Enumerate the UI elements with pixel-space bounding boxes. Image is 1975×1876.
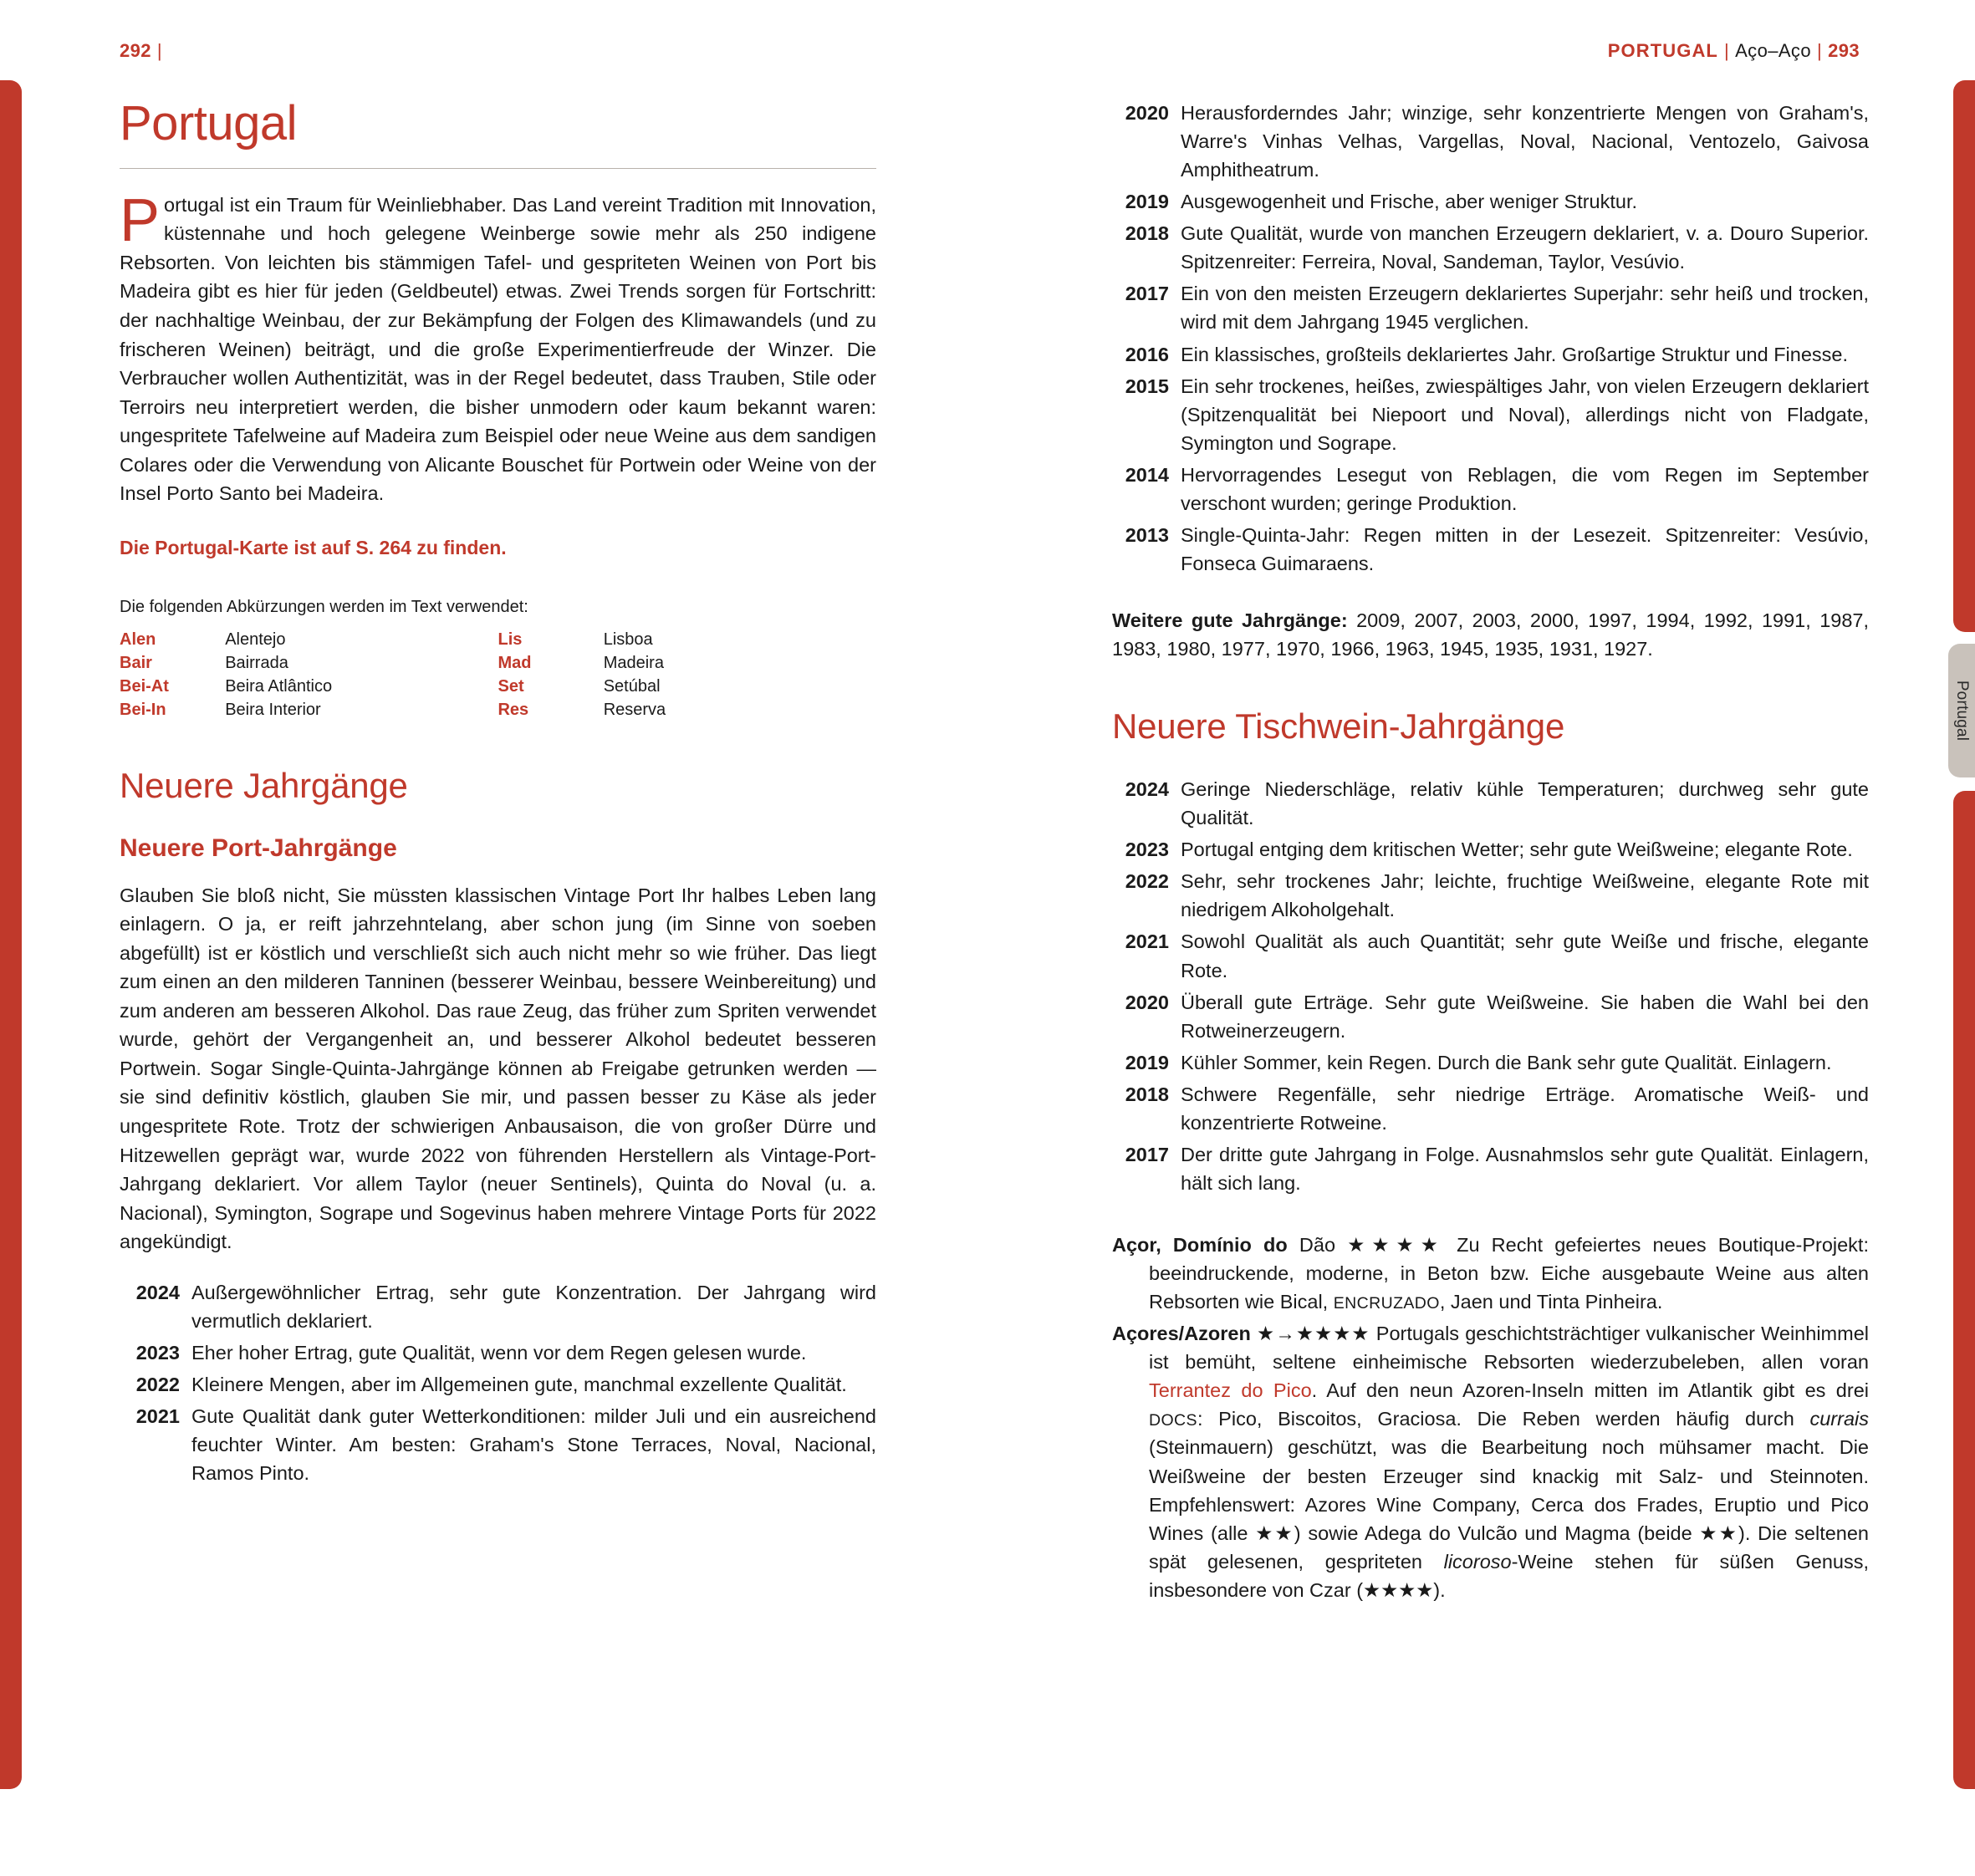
vintage-description: Gute Qualität dank guter Wetterkonditionen: milder Juli und ein ausreichend feuchter Winter. Am besten: Graham's Stone Terraces, Noval, Nacional, Ramos Pinto. xyxy=(191,1404,876,1485)
abbreviations-intro: Die folgenden Abkürzungen werden im Text verwendet: xyxy=(120,597,528,616)
table-row xyxy=(120,675,876,699)
vintage-year: 2019 xyxy=(1125,1051,1169,1073)
list-item xyxy=(120,1338,876,1367)
vintage-year: 2022 xyxy=(1125,870,1169,893)
drop-cap: P xyxy=(120,186,161,254)
port-vintage-list xyxy=(120,1278,876,1487)
abbr-key: Bair xyxy=(120,654,152,673)
vintage-year: 2020 xyxy=(1125,102,1169,124)
list-item xyxy=(1112,99,1869,184)
intro-paragraph: ortugal ist ein Traum für Weinliebhaber. Das Land vereint Tradition mit Innovation, küstennahe und hoch gelegene Weinberge sowie mehr als 250 indigene Rebsorten. Von leichten bis stämmigen Tafel- und gespriteten Weinen von Port bis Madeira gibt es hier für jeden (Geldbeutel) etwas. Zwei Trends sorgen für Fortschritt: der nachhaltige Weinbau, der zur Bekämpfung der Folgen des Klimawandels (und zu frischeren Weinen) beiträgt, und die große Experimentierfreude der Winzer. Die Verbraucher wollen Authentizität, was in der Regel bedeutet, dass Trauben, Stile oder Terroirs neu interpretiert werden, die bisher unmodern oder kaum bekannt waren: ungespritete Tafelweine auf Madeira zum Beispiel oder neue Weine aus dem sandigen Colares oder die Verwendung von Alicante Bouschet für Portwein oder Weine von der Insel Porto Santo bei Madeira. xyxy=(120,193,876,505)
page-edge-tab-right-bottom xyxy=(1953,791,1975,1789)
list-item xyxy=(120,1402,876,1487)
list-item xyxy=(1112,461,1869,517)
producer-name: Açores/Azoren xyxy=(1112,1323,1258,1345)
vintage-description: Der dritte gute Jahrgang in Folge. Ausnahmslos sehr gute Qualität. Einlagern, hält sich lang. xyxy=(1181,1143,1869,1194)
running-head-range: Aço–Aço xyxy=(1735,40,1811,61)
abbr-value: Alentejo xyxy=(225,630,286,650)
abbr-key: Bei-At xyxy=(120,677,169,696)
running-head-section: PORTUGAL xyxy=(1607,40,1718,61)
vintage-description: Schwere Regenfälle, sehr niedrige Erträge. Aromatische Weiß- und konzentrierte Rotweine. xyxy=(1181,1083,1869,1134)
page-number-left: 292 xyxy=(120,40,151,61)
section-thumb-tab-label: Portugal xyxy=(1953,680,1971,742)
abbr-value: Lisboa xyxy=(603,630,653,650)
further-vintages-label: Weitere gute Jahrgänge: xyxy=(1112,609,1348,631)
vintage-description: Ein klassisches, großteils deklariertes Jahr. Großartige Struktur und Finesse. xyxy=(1181,343,1849,365)
map-reference-note: Die Portugal-Karte ist auf S. 264 zu finden. xyxy=(120,536,507,558)
vintage-year: 2021 xyxy=(1125,930,1169,953)
vintage-description: Geringe Niederschläge, relativ kühle Temperaturen; durchweg sehr gute Qualität. xyxy=(1181,778,1869,829)
abbr-value: Madeira xyxy=(603,654,664,673)
list-item xyxy=(1112,279,1869,336)
vintage-year: 2018 xyxy=(1125,1083,1169,1105)
vintage-description: Ein sehr trockenes, heißes, zwiespältiges Jahr, von vielen Erzeugern deklariert (Spitzenqualität bei Niepoort und Noval), allerdings nicht von Fladgate, Symington und Sogrape. xyxy=(1181,375,1869,454)
abbr-value: Beira Interior xyxy=(225,701,321,720)
page-number-right: 293 xyxy=(1828,40,1860,61)
table-row xyxy=(120,699,876,722)
section-heading-table-wine-vintages: Neuere Tischwein-Jahrgänge xyxy=(1112,706,1565,747)
running-head-sep-2: | xyxy=(1816,40,1823,61)
table-row xyxy=(120,629,876,652)
section-heading-vintages: Neuere Jahrgänge xyxy=(120,765,408,805)
list-item xyxy=(120,1370,876,1399)
vintage-year: 2015 xyxy=(1125,375,1169,397)
vintage-year: 2013 xyxy=(1125,523,1169,546)
list-item xyxy=(120,1278,876,1335)
intro-paragraph-block xyxy=(120,186,876,508)
vintage-year: 2014 xyxy=(1125,463,1169,486)
table-wine-vintage-list xyxy=(1112,775,1869,1197)
folio-left-rule: | xyxy=(156,40,163,61)
abbr-value: Bairrada xyxy=(225,654,288,673)
vintage-description: Außergewöhnlicher Ertrag, sehr gute Konzentration. Der Jahrgang wird vermutlich deklariert. xyxy=(191,1281,876,1332)
list-item xyxy=(1112,372,1869,457)
abbr-value: Beira Atlântico xyxy=(225,677,333,696)
abbr-key: Bei-In xyxy=(120,701,166,720)
list-item xyxy=(1112,988,1869,1045)
vintage-year: 2019 xyxy=(1125,191,1169,213)
port-vintage-list-continued xyxy=(1112,99,1869,578)
vintage-description: Single-Quinta-Jahr: Regen mitten in der Lesezeit. Spitzenreiter: Vesúvio, Fonseca Guimaraens. xyxy=(1181,523,1869,574)
title-divider xyxy=(120,168,876,169)
vintage-description: Kleinere Mengen, aber im Allgemeinen gute, manchmal exzellente Qualität. xyxy=(191,1373,847,1395)
producer-entry xyxy=(1112,1319,1869,1604)
abbr-key: Alen xyxy=(120,630,156,650)
abbr-value: Reserva xyxy=(603,701,666,720)
vintage-year: 2024 xyxy=(1125,778,1169,801)
list-item xyxy=(1112,867,1869,924)
list-item xyxy=(1112,521,1869,578)
vintage-description: Ausgewogenheit und Frische, aber weniger Struktur. xyxy=(1181,191,1638,213)
vintage-description: Sowohl Qualität als auch Quantität; sehr gute Weiße und frische, elegante Rote. xyxy=(1181,930,1869,981)
vintage-year: 2017 xyxy=(1125,1143,1169,1165)
vintage-year: 2023 xyxy=(1125,839,1169,861)
abbr-value: Setúbal xyxy=(603,677,661,696)
vintage-year: 2016 xyxy=(1125,343,1169,365)
vintage-description: Eher hoher Ertrag, gute Qualität, wenn vor dem Regen gelesen wurde. xyxy=(191,1341,807,1364)
vintage-description: Sehr, sehr trockenes Jahr; leichte, fruchtige Weißweine, elegante Rote mit niedrigem Alkoholgehalt. xyxy=(1181,870,1869,921)
vintage-year: 2017 xyxy=(1125,283,1169,305)
vintage-year: 2021 xyxy=(135,1404,180,1427)
producer-entry xyxy=(1112,1231,1869,1316)
entry-body: Portugals geschichtsträchtiger vulkanischer Weinhimmel ist bemüht, seltene einheimische Rebsorten wiederzubeleben, allen voran Terrantez do Pico. Auf den neun Azoren-Inseln mitten im Atlantik gibt es drei DOCS: Pico, Biscoitos, Graciosa. Die Reben werden häufig durch currais (Steinmauern) geschützt, was die Bearbeitung noch mühsamer macht. Die Weißweine der besten Erzeuger sind knackig mit Salz- und Steinnoten. Empfehlenswert: Azores Wine Company, Cerca dos Frades, Eruptio und Pico Wines (alle ★★) sowie Adega do Vulcão und Magma (beide ★★). Die seltenen spät gelesenen, gespriteten licoroso-Weine stehen für süßen Genuss, insbesondere von Czar (★★★★). xyxy=(1149,1323,1869,1601)
page-title: Portugal xyxy=(120,96,298,150)
abbr-key: Res xyxy=(498,701,529,720)
page-edge-tab-left xyxy=(0,80,22,1789)
section-thumb-tab xyxy=(1948,644,1975,777)
page-edge-tab-right-top xyxy=(1953,80,1975,632)
vintage-description: Portugal entging dem kritischen Wetter; sehr gute Weißweine; elegante Rote. xyxy=(1181,839,1853,861)
table-row xyxy=(120,652,876,675)
list-item xyxy=(1112,187,1869,216)
producer-name: Açor, Domínio do xyxy=(1112,1234,1299,1256)
column-right xyxy=(1112,99,1869,1608)
vintage-description: Gute Qualität, wurde von manchen Erzeugern deklariert, v. a. Douro Superior. Spitzenreiter: Ferreira, Noval, Sandeman, Taylor, Vesúvio. xyxy=(1181,222,1869,273)
list-item xyxy=(1112,219,1869,276)
abbr-key: Lis xyxy=(498,630,523,650)
abbreviations-body xyxy=(120,629,876,722)
vintage-year: 2023 xyxy=(135,1341,180,1364)
entry-body: Zu Recht gefeiertes neues Boutique-Projekt: beeindruckende, moderne, in Beton bzw. Eiche ausgebaute Weine aus alten Rebsorten wie Bical, ENCRUZADO, Jaen und Tinta Pinheira. xyxy=(1149,1234,1869,1313)
list-item xyxy=(1112,927,1869,984)
producer-entries xyxy=(1112,1231,1869,1604)
abbr-key: Mad xyxy=(498,654,532,673)
vintage-description: Hervorragendes Lesegut von Reblagen, die vom Regen im September verschont wurden; geringe Produktion. xyxy=(1181,463,1869,514)
vintage-year: 2018 xyxy=(1125,222,1169,245)
vintage-description: Herausforderndes Jahr; winzige, sehr konzentrierte Mengen von Graham's, Warre's Vinhas Velhas, Vargellas, Noval, Nacional, Ventozelo, Gaivosa Amphitheatrum. xyxy=(1181,102,1869,181)
list-item xyxy=(1112,835,1869,864)
column-left xyxy=(120,96,876,1491)
list-item xyxy=(1112,1140,1869,1197)
vintage-year: 2024 xyxy=(135,1281,180,1303)
list-item xyxy=(1112,775,1869,832)
subheading-port-vintages: Neuere Port-Jahrgänge xyxy=(120,833,397,862)
folio-left xyxy=(120,40,162,62)
vintage-description: Ein von den meisten Erzeugern deklariertes Superjahr: sehr heiß und trocken, wird mit dem Jahrgang 1945 verglichen. xyxy=(1181,283,1869,334)
vintage-year: 2022 xyxy=(135,1373,180,1395)
folio-right xyxy=(1608,40,1860,62)
vintage-description: Kühler Sommer, kein Regen. Durch die Bank sehr gute Qualität. Einlagern. xyxy=(1181,1051,1832,1073)
vintage-description: Überall gute Erträge. Sehr gute Weißweine. Sie haben die Wahl bei den Rotweinerzeugern. xyxy=(1181,991,1869,1042)
list-item xyxy=(1112,340,1869,369)
running-head-sep-1: | xyxy=(1723,40,1730,61)
abbr-key: Set xyxy=(498,677,524,696)
rating-stars: ★→★★★★ xyxy=(1257,1323,1370,1345)
producer-region: Dão xyxy=(1299,1234,1348,1256)
list-item xyxy=(1112,1080,1869,1137)
abbreviations-table xyxy=(120,629,876,722)
rating-stars: ★★★★ xyxy=(1347,1234,1445,1256)
further-good-vintages xyxy=(1112,606,1869,663)
list-item xyxy=(1112,1048,1869,1077)
port-vintages-text: Glauben Sie bloß nicht, Sie müssten klassischen Vintage Port Ihr halbes Leben lang einlagern. O ja, er reift jahrzehntelang, aber schon jung (im Sinne von soeben abgefüllt) ist er köstlich und verschließt sich auch nicht mehr so wie früher. Das liegt zum einen an den milderen Tanninen (besserer Weinbau, bessere Weinbereitung) und zum anderen am besseren Alkohol. Das raue Zeug, das früher zum Spriten verwendet wurde, gehört der Vergangenheit an, und besserer Alkohol bedeutet besseren Portwein. Sogar Single-Quinta-Jahrgänge können ab Freigabe getrunken werden — sie sind definitiv köstlich, glauben Sie mir, und passen besser zu Käse als jeder ungespritete Rote. Trotz der schwierigen Anbausaison, die von großer Dürre und Hitzewellen geprägt war, wurde 2022 von führenden Herstellern als Vintage-Port-Jahrgang deklariert. Vor allem Taylor (neuer Sentinels), Quinta do Noval (u. a. Nacional), Symington, Sogrape und Sogevinus haben mehrere Vintage Ports für 2022 angekündigt. xyxy=(120,884,876,1253)
further-vintages-years: 2009, 2007, 2003, 2000, 1997, 1994, 1992, 1991, 1987, 1983, 1980, 1977, 1970, 1966, 1963, 1945, 1935, 1931, 1927. xyxy=(1112,609,1870,660)
vintage-year: 2020 xyxy=(1125,991,1169,1013)
